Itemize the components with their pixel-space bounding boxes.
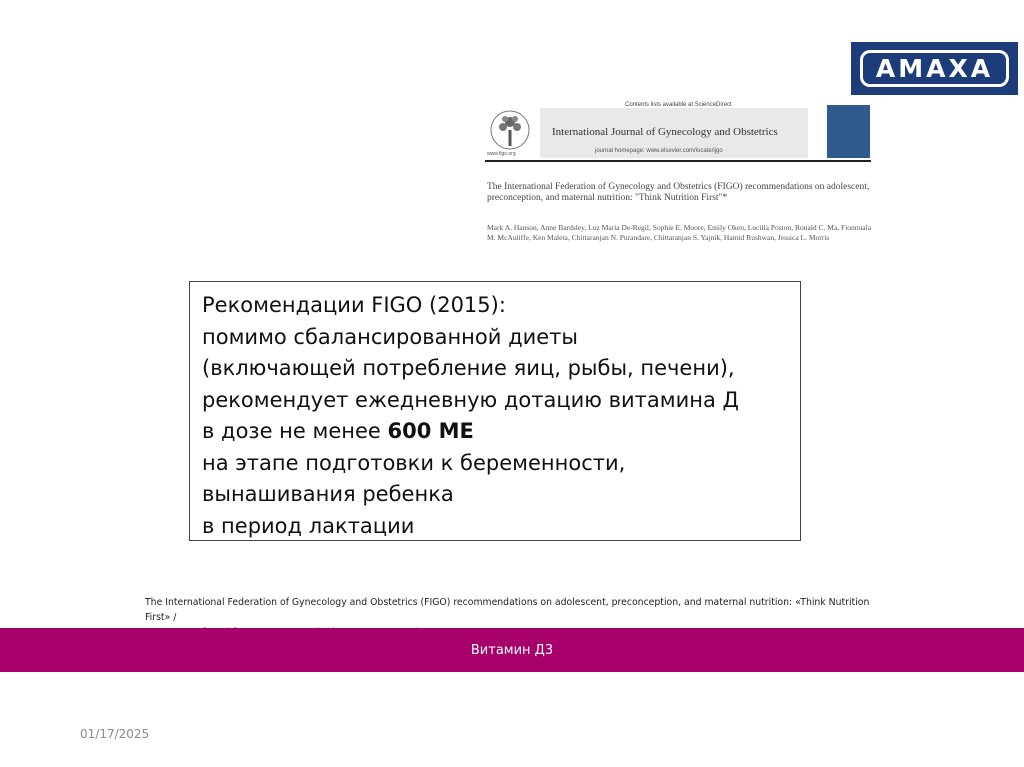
footer-bar-title: Витамин Д3	[470, 642, 554, 658]
reference-line: The International Federation of Gynecology and Obstetrics (FIGO) recommendations on adolescent, preconception, and maternal nutrition: «Think Nutrition First» /	[145, 597, 870, 623]
header-rule	[485, 160, 871, 162]
availability-text: Contents lists available at ScienceDirect	[625, 102, 732, 108]
recommendation-box	[189, 281, 801, 541]
recommendation-line: помимо сбалансированной диеты	[202, 324, 578, 349]
recommendation-line: рекомендует ежедневную дотацию витамина Д	[202, 387, 739, 412]
recommendation-line-dose	[202, 416, 788, 448]
recommendation-line: (включающей потребление яиц, рыбы, печени),	[202, 356, 735, 380]
journal-cover-thumbnail	[827, 105, 870, 158]
recommendation-line: в период лактации	[202, 513, 415, 538]
slide-date: 01/17/2025	[80, 727, 150, 741]
amaxa-logo	[851, 42, 1018, 95]
footer-bar	[0, 628, 1024, 672]
figo-url: www.figo.org	[487, 151, 516, 157]
recommendation-line: Рекомендации FIGO (2015):	[202, 293, 506, 317]
paper-header-image	[485, 102, 875, 262]
logo-frame	[860, 50, 1009, 87]
article-authors: Mark A. Hanson, Anne Bardsley, Luz Maria De-Regil, Sophie E. Moore, Emily Oken, Lucilla Poston, Ronald C. Ma, Fionnuala M. McAuliffe, Ken Maleta, Chittaranjan N. Purandare, Chittaranjan S. Yajnik, Hamid Rushwan, Jessica L. Morris	[487, 223, 872, 242]
journal-homepage: journal homepage: www.elsevier.com/locate/ijgo	[595, 148, 723, 154]
recommendation-line: вынашивания ребенка	[202, 482, 454, 506]
logo-text: AMAXA	[875, 54, 994, 83]
dose-prefix: в дозе не менее	[202, 419, 388, 443]
dose-value: 600 МЕ	[387, 419, 474, 443]
recommendation-line: на этапе подготовки к беременности,	[202, 450, 626, 475]
journal-banner	[540, 108, 808, 158]
article-title: The International Federation of Gynecology and Obstetrics (FIGO) recommendations on adolescent, preconception, and maternal nutrition: "Think Nutrition First"*	[487, 182, 870, 203]
journal-title: International Journal of Gynecology and Obstetrics	[552, 126, 778, 138]
figo-tree-icon	[485, 108, 535, 156]
